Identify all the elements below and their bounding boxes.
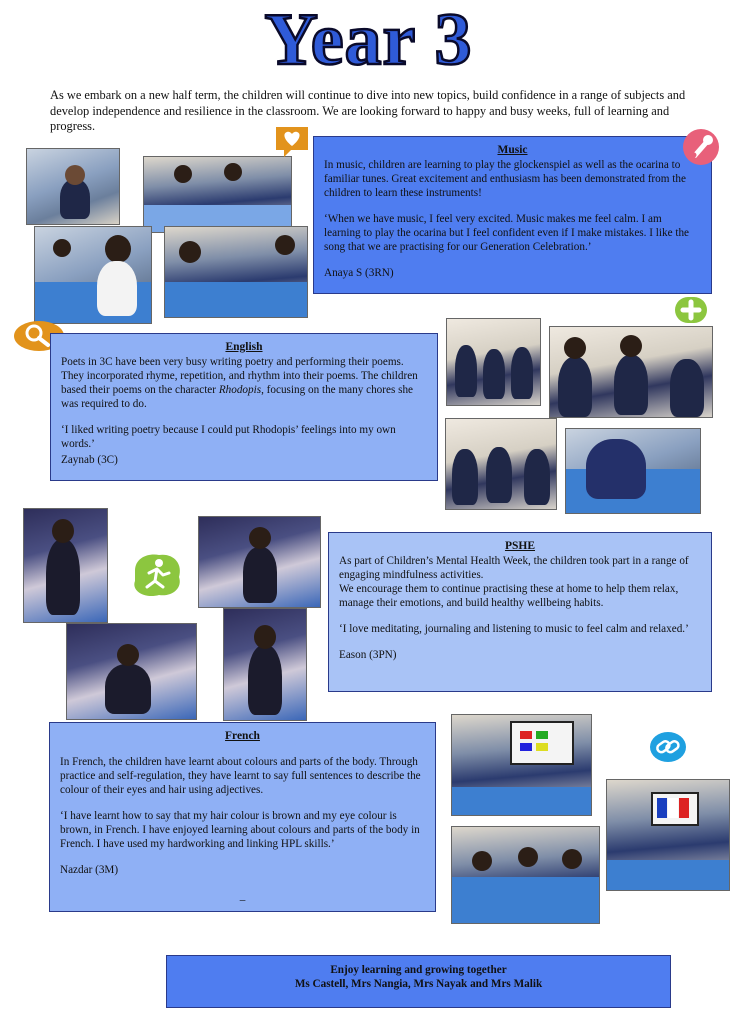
french-heading: French — [225, 730, 260, 742]
page-title: Year 3 — [264, 0, 473, 81]
french-author: Nazdar (3M) — [60, 864, 119, 876]
footer-box — [166, 955, 671, 1008]
pshe-photo-4 — [223, 608, 307, 721]
pshe-author: Eason (3PN) — [339, 649, 397, 661]
english-quote: ‘I liked writing poetry because I could put Rhodopis’ feelings into my own words.’ — [61, 424, 396, 450]
english-author: Zaynab (3C) — [61, 454, 118, 466]
footer-line-2: Ms Castell, Mrs Nangia, Mrs Nayak and Mrs Malik — [294, 978, 543, 990]
french-quote: ‘I have learnt how to say that my hair colour is brown and my eye colour is brown, in French. I have enjoyed learning about colours and parts of the body in French. I have used my hardworking and linking HPL skills.’ — [60, 810, 420, 850]
footer-line-1: Enjoy learning and growing together — [330, 964, 507, 976]
music-photo-4 — [164, 226, 308, 318]
intro-paragraph: As we embark on a new half term, the children will continue to dive into new topics, build confidence in a range of subjects and develop independence and resilience in the classroom. We are looking forward to happy and busy weeks, full of learning and progress. — [50, 88, 686, 133]
english-box — [50, 333, 438, 481]
running-person-icon — [127, 551, 185, 599]
french-photo-2 — [606, 779, 730, 891]
music-author: Anaya S (3RN) — [324, 267, 394, 279]
music-body: In music, children are learning to play the glockenspiel as well as the ocarina to familiar tunes. Great excitement and enthusiasm has been demonstrated from the children to learn these instruments! — [324, 159, 686, 199]
french-body: In French, the children have learnt about colours and parts of the body. Through practice and self-regulation, they have learnt to say full sentences to describe the colour of their eyes and hair using adjectives. — [60, 756, 421, 796]
music-quote: ‘When we have music, I feel very excited. Music makes me feel calm. I am learning to play the ocarina but I feel confident even if I make mistakes. I like the song that we are practising for our Generation Celebration.’ — [324, 213, 690, 253]
heart-speech-icon — [273, 124, 311, 160]
pshe-body-2: We encourage them to continue practising these at home to help them relax, manage their emotions, and build healthy wellbeing habits. — [339, 583, 679, 609]
pshe-photo-2 — [198, 516, 321, 608]
trumpet-icon — [680, 128, 722, 166]
music-heading: Music — [497, 144, 528, 156]
pshe-box — [328, 532, 712, 692]
pshe-heading: PSHE — [504, 540, 536, 552]
music-photo-3 — [34, 226, 152, 324]
french-trailing-mark: _ — [239, 890, 246, 902]
english-body-character: Rhodopis — [218, 384, 262, 396]
english-photo-3 — [445, 418, 557, 510]
plus-bandage-icon — [672, 292, 710, 328]
english-photo-1 — [446, 318, 541, 406]
english-body: Poets in 3C have been very busy writing poetry and performing their poems. They incorporated rhyme, repetition, and rhythm into their poems. The children based their poems on the character Rhodopis, focusing on the many chores she was required to do. — [61, 356, 418, 410]
music-box — [313, 136, 712, 294]
chain-link-icon — [648, 730, 688, 764]
french-photo-1 — [451, 714, 592, 816]
pshe-body-1: As part of Children’s Mental Health Week, the children took part in a range of engaging mindfulness activities. — [339, 555, 689, 581]
english-photo-4 — [565, 428, 701, 514]
pshe-quote: ‘I love meditating, journaling and listening to music to feel calm and relaxed.’ — [339, 623, 689, 635]
french-box — [49, 722, 436, 912]
french-photo-3 — [451, 826, 600, 924]
music-photo-2 — [143, 156, 292, 233]
english-heading: English — [225, 341, 263, 353]
music-photo-1 — [26, 148, 120, 225]
pshe-photo-3 — [66, 623, 197, 720]
pshe-photo-1 — [23, 508, 108, 623]
english-photo-2 — [549, 326, 713, 418]
